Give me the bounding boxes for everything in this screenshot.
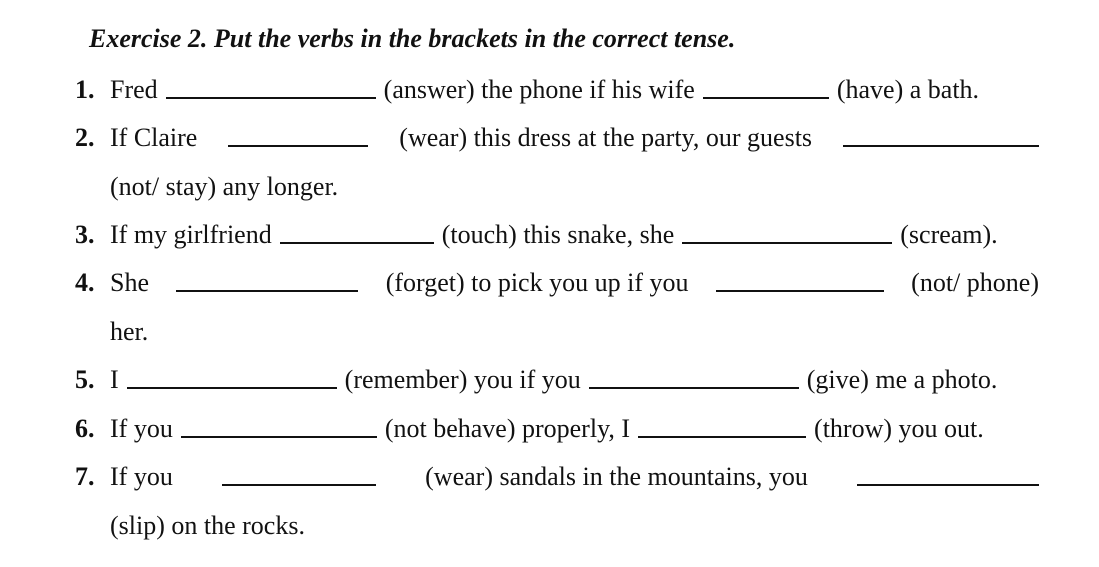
answer-blank[interactable]: [127, 386, 337, 389]
answer-blank[interactable]: [682, 241, 892, 244]
answer-blank[interactable]: [228, 144, 368, 147]
exercise-item-5: [75, 363, 1039, 397]
item-text: (not/ phone): [911, 268, 1039, 297]
item-number: 4.: [75, 268, 95, 297]
answer-blank[interactable]: [857, 483, 1039, 486]
item-text: She: [110, 268, 149, 297]
answer-blank[interactable]: [589, 386, 799, 389]
answer-blank[interactable]: [703, 96, 829, 99]
item-number: 5.: [75, 365, 95, 394]
item-number: 7.: [75, 462, 95, 491]
item-text: If my girlfriend: [110, 220, 272, 249]
item-number: 6.: [75, 414, 95, 443]
item-text: If Claire: [110, 123, 198, 152]
exercise-title: Exercise 2. Put the verbs in the brackets in the correct tense.: [89, 24, 736, 53]
exercise-item-1: [75, 73, 1039, 107]
item-text: (slip) on the rocks.: [110, 511, 305, 540]
item-text: (answer) the phone if his wife: [383, 75, 695, 104]
item-text: If you: [110, 462, 173, 491]
item-text: If you: [110, 414, 173, 443]
exercise-item-7: [75, 460, 1039, 494]
exercise-item-2-continuation: [110, 170, 1039, 204]
item-number: 2.: [75, 123, 95, 152]
item-text: (remember) you if you: [344, 365, 581, 394]
item-text: (forget) to pick you up if you: [385, 268, 689, 297]
item-text: I: [110, 365, 119, 394]
item-text: (not behave) properly, I: [384, 414, 631, 443]
exercise-item-4: [75, 266, 1039, 300]
exercise-item-2: [75, 121, 1039, 155]
item-text: (give) me a photo.: [806, 365, 998, 394]
item-text: (have) a bath.: [836, 75, 980, 104]
answer-blank[interactable]: [716, 289, 884, 292]
item-number: 1.: [75, 75, 95, 104]
item-text: (wear) sandals in the mountains, you: [425, 462, 808, 491]
answer-blank[interactable]: [638, 435, 806, 438]
item-text: Fred: [110, 75, 158, 104]
item-text: (not/ stay) any longer.: [110, 172, 339, 201]
item-text: (touch) this snake, she: [441, 220, 675, 249]
answer-blank[interactable]: [166, 96, 376, 99]
exercise-item-7-continuation: [110, 509, 1039, 543]
exercise-item-6: [75, 412, 1039, 446]
answer-blank[interactable]: [843, 144, 1039, 147]
item-number: 3.: [75, 220, 95, 249]
item-text: (throw) you out.: [814, 414, 984, 443]
answer-blank[interactable]: [280, 241, 434, 244]
item-text: her.: [110, 317, 149, 346]
item-text: (scream).: [900, 220, 998, 249]
answer-blank[interactable]: [222, 483, 376, 486]
exercise-item-3: [75, 218, 1039, 252]
exercise-item-4-continuation: [110, 315, 1039, 349]
item-text: (wear) this dress at the party, our guests: [399, 123, 813, 152]
answer-blank[interactable]: [181, 435, 377, 438]
answer-blank[interactable]: [176, 289, 358, 292]
